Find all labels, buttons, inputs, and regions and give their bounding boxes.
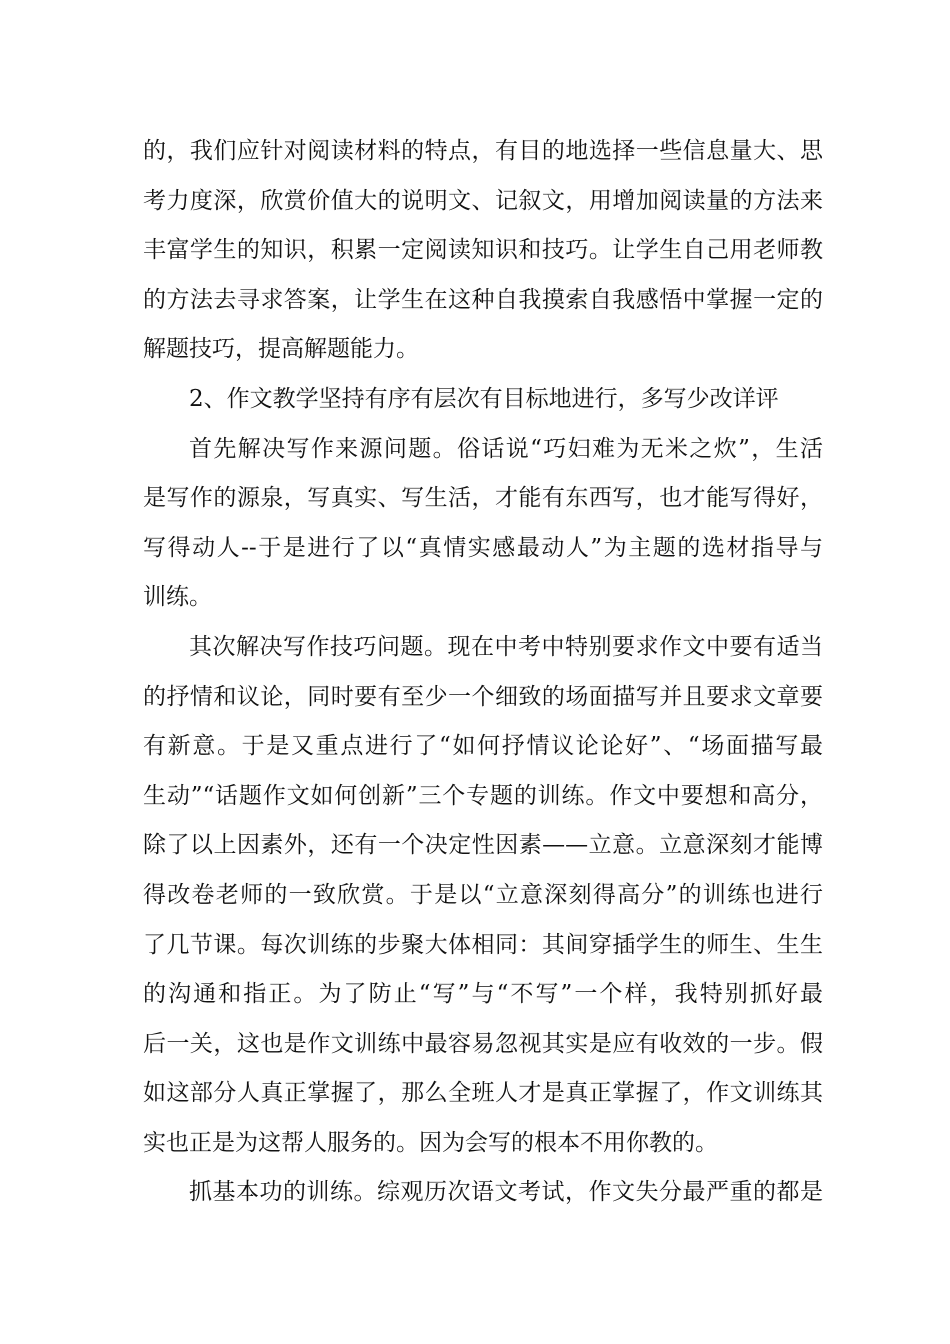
text-line: 写得动人--于是进行了以“真情实感最动人”为主题的选材指导与 <box>143 534 823 561</box>
text-line: 了几节课。每次训练的步聚大体相同：其间穿插学生的师生、生生 <box>143 931 823 958</box>
text-line: 解题技巧，提高解题能力。 <box>143 336 419 363</box>
section-heading: 2、作文教学坚持有序有层次有目标地进行，多写少改详评 <box>189 385 779 412</box>
text-line: 有新意。于是又重点进行了“如何抒情议论论好”、“场面描写最 <box>143 733 823 760</box>
text-line: 的，我们应针对阅读材料的特点，有目的地选择一些信息量大、思 <box>143 138 823 164</box>
text-line: 抓基本功的训练。综观历次语文考试，作文失分最严重的都是 <box>189 1179 823 1206</box>
text-line: 除了以上因素外，还有一个决定性因素——立意。立意深刻才能博 <box>143 832 823 859</box>
text-line: 的抒情和议论，同时要有至少一个细致的场面描写并且要求文章要 <box>143 683 823 710</box>
text-line: 实也正是为这帮人服务的。因为会写的根本不用你教的。 <box>143 1129 718 1156</box>
text-line: 其次解决写作技巧问题。现在中考中特别要求作文中要有适当 <box>189 633 823 660</box>
text-line: 得改卷老师的一致欣赏。于是以“立意深刻得高分”的训练也进行 <box>143 881 823 908</box>
text-line: 的方法去寻求答案，让学生在这种自我摸索自我感悟中掌握一定的 <box>143 286 823 313</box>
text-line: 首先解决写作来源问题。俗话说“巧妇难为无米之炊”，生活 <box>189 435 823 462</box>
body-text <box>143 127 823 1218</box>
text-line: 后一关，这也是作文训练中最容易忽视其实是应有收效的一步。假 <box>143 1030 823 1057</box>
text-line: 生动”“话题作文如何创新”三个专题的训练。作文中要想和高分， <box>143 782 823 809</box>
text-line: 考力度深，欣赏价值大的说明文、记叙文，用增加阅读量的方法来 <box>143 187 823 214</box>
text-line: 的沟通和指正。为了防止“写”与“不写”一个样，我特别抓好最 <box>143 981 823 1008</box>
text-line: 训练。 <box>143 584 212 611</box>
text-line: 是写作的源泉，写真实、写生活，才能有东西写，也才能写得好， <box>143 485 823 512</box>
text-line: 如这部分人真正掌握了，那么全班人才是真正掌握了，作文训练其 <box>143 1080 823 1107</box>
text-line: 丰富学生的知识，积累一定阅读知识和技巧。让学生自己用老师教 <box>143 237 823 264</box>
